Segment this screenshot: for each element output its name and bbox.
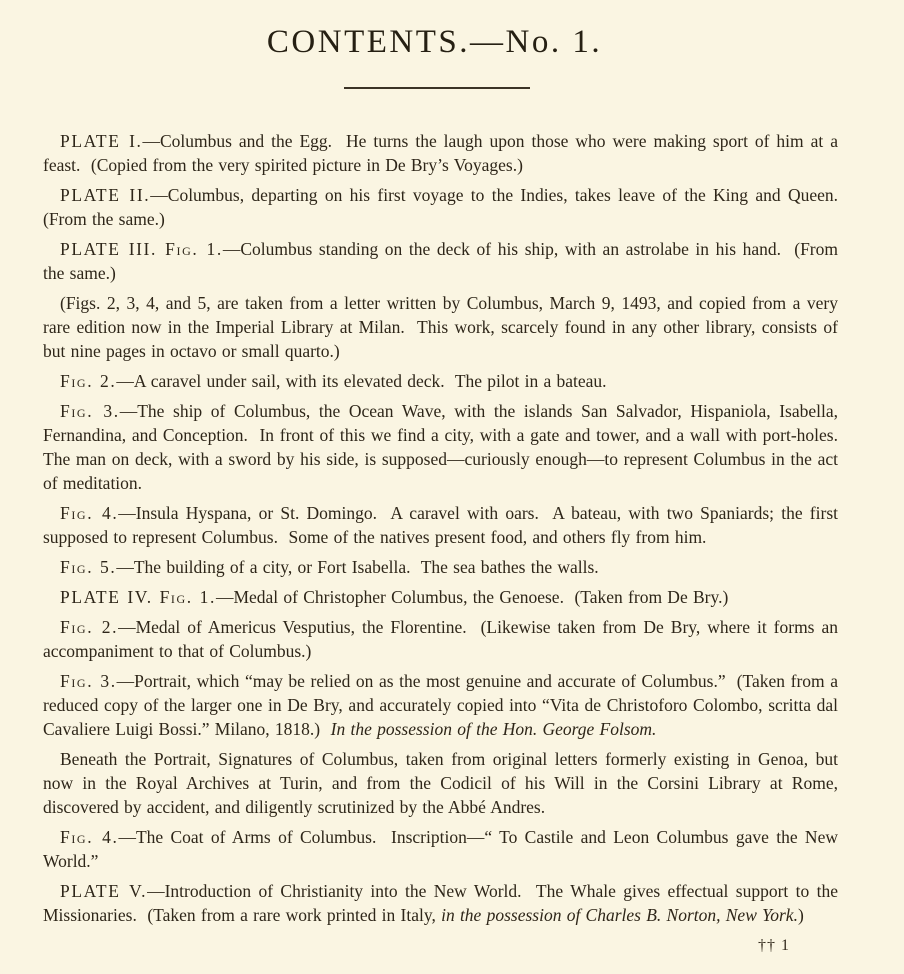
entry-body: —Medal of Americus Vesputius, the Florentine. (Likewise taken from De Bry, where it forms an accompaniment to that of Columbus.) <box>43 617 844 662</box>
signature-mark: †† 1 <box>758 937 790 955</box>
entry-body: —Columbus standing on the deck of his ship, with an astrolabe in his hand. (From the same.) <box>43 239 844 284</box>
entry-lead: PLATE V. <box>60 881 148 902</box>
entry-body: —Portrait, which “may be relied on as the most genuine and accurate of Columbus.” (Taken from a reduced copy of the larger one in De Bry, and accurately copied into “Vita de Christoforo Colombo, scritta dal Cavaliere Luigi Bossi.” Milano, 1818.) <box>43 671 844 740</box>
contents-paragraph-plate-4-fig-4 <box>43 825 843 873</box>
contents-paragraph-signatures <box>43 747 844 819</box>
contents-paragraph-plate-1 <box>43 129 844 177</box>
entry-body: (Figs. 2, 3, 4, and 5, are taken from a letter written by Columbus, March 9, 1493, and copied from a very rare edition now in the Imperial Library at Milan. This work, scarcely found in any other library, consists of but nine pages in octavo or small quarto.) <box>43 293 844 362</box>
entry-lead: Fig. 3. <box>60 671 117 692</box>
contents-paragraph-fig-5 <box>43 555 838 579</box>
entry-body: —The building of a city, or Fort Isabella. The sea bathes the walls. <box>116 557 599 578</box>
entry-body: —A caravel under sail, with its elevated deck. The pilot in a bateau. <box>116 371 607 392</box>
entry-lead-secondary: Fig. 1. <box>156 239 223 260</box>
entry-body: —The ship of Columbus, the Ocean Wave, with the islands San Salvador, Hispaniola, Isabella, Fernandina, and Conception. In front of this we find a city, with a gate and tower, and a wall with port-holes. The man on deck, with a sword by his side, is supposed—curiously enough—to represent Columbus in the act of meditation. <box>43 401 849 494</box>
contents-paragraph-plate-5 <box>43 879 844 927</box>
contents-paragraph-figs-note <box>43 291 844 363</box>
entry-body: —Columbus and the Egg. He turns the laugh upon those who were making sport of him at a feast. (Copied from the very spirited picture in De Bry’s Voyages.) <box>43 131 844 176</box>
entry-tail: ) <box>797 905 804 926</box>
entry-body: —Introduction of Christianity into the New World. The Whale gives effectual support to the Missionaries. (Taken from a rare work printed in Italy, <box>43 881 844 926</box>
entry-lead: PLATE I. <box>60 131 143 152</box>
contents-paragraph-plate-2 <box>43 183 844 231</box>
entry-lead: PLATE IV. <box>60 587 153 608</box>
entry-lead: Fig. 5. <box>60 557 117 578</box>
entry-lead-secondary: Fig. 1. <box>152 587 216 608</box>
contents-paragraph-plate-4-fig-2 <box>43 615 844 663</box>
entry-body: —The Coat of Arms of Columbus. Inscription—“ To Castile and Leon Columbus gave the New World.” <box>43 827 843 872</box>
contents-list <box>43 129 849 927</box>
title-divider <box>344 87 530 89</box>
entry-lead: Fig. 4. <box>60 827 119 848</box>
signature-mark-row <box>43 937 838 955</box>
entry-body: —Columbus, departing on his first voyage to the Indies, takes leave of the King and Queen. (From the same.) <box>43 185 844 230</box>
contents-paragraph-plate-4-fig-3 <box>43 669 844 741</box>
contents-paragraph-fig-4 <box>43 501 844 549</box>
entry-lead: PLATE II. <box>60 185 151 206</box>
contents-paragraph-fig-3 <box>43 399 849 495</box>
entry-body: —Insula Hyspana, or St. Domingo. A caravel with oars. A bateau, with two Spaniards; the first supposed to represent Columbus. Some of the natives present food, and others fly from him. <box>43 503 844 548</box>
entry-lead: Fig. 2. <box>60 371 117 392</box>
entry-lead: Fig. 3. <box>60 401 120 422</box>
contents-paragraph-fig-2 <box>43 369 838 393</box>
contents-paragraph-plate-3-fig-1 <box>43 237 844 285</box>
entry-italic-note: in the possession of Charles B. Norton, New York. <box>441 905 798 926</box>
entry-lead: PLATE III. <box>60 239 157 260</box>
entry-body: —Medal of Christopher Columbus, the Genoese. (Taken from De Bry.) <box>215 587 729 608</box>
entry-body: Beneath the Portrait, Signatures of Columbus, taken from original letters formerly existing in Genoa, but now in the Royal Archives at Turin, and from the Codicil of his Will in the Corsini Library at Rome, discovered by accident, and diligently scrutinized by the Abbé Andres. <box>43 749 844 818</box>
page-title: CONTENTS.—No. 1. <box>266 24 603 60</box>
entry-lead: Fig. 4. <box>60 503 119 524</box>
entry-italic-note: In the possession of the Hon. George Folsom. <box>330 719 657 740</box>
entry-lead: Fig. 2. <box>60 617 119 638</box>
contents-paragraph-plate-4-fig-1 <box>43 585 838 609</box>
